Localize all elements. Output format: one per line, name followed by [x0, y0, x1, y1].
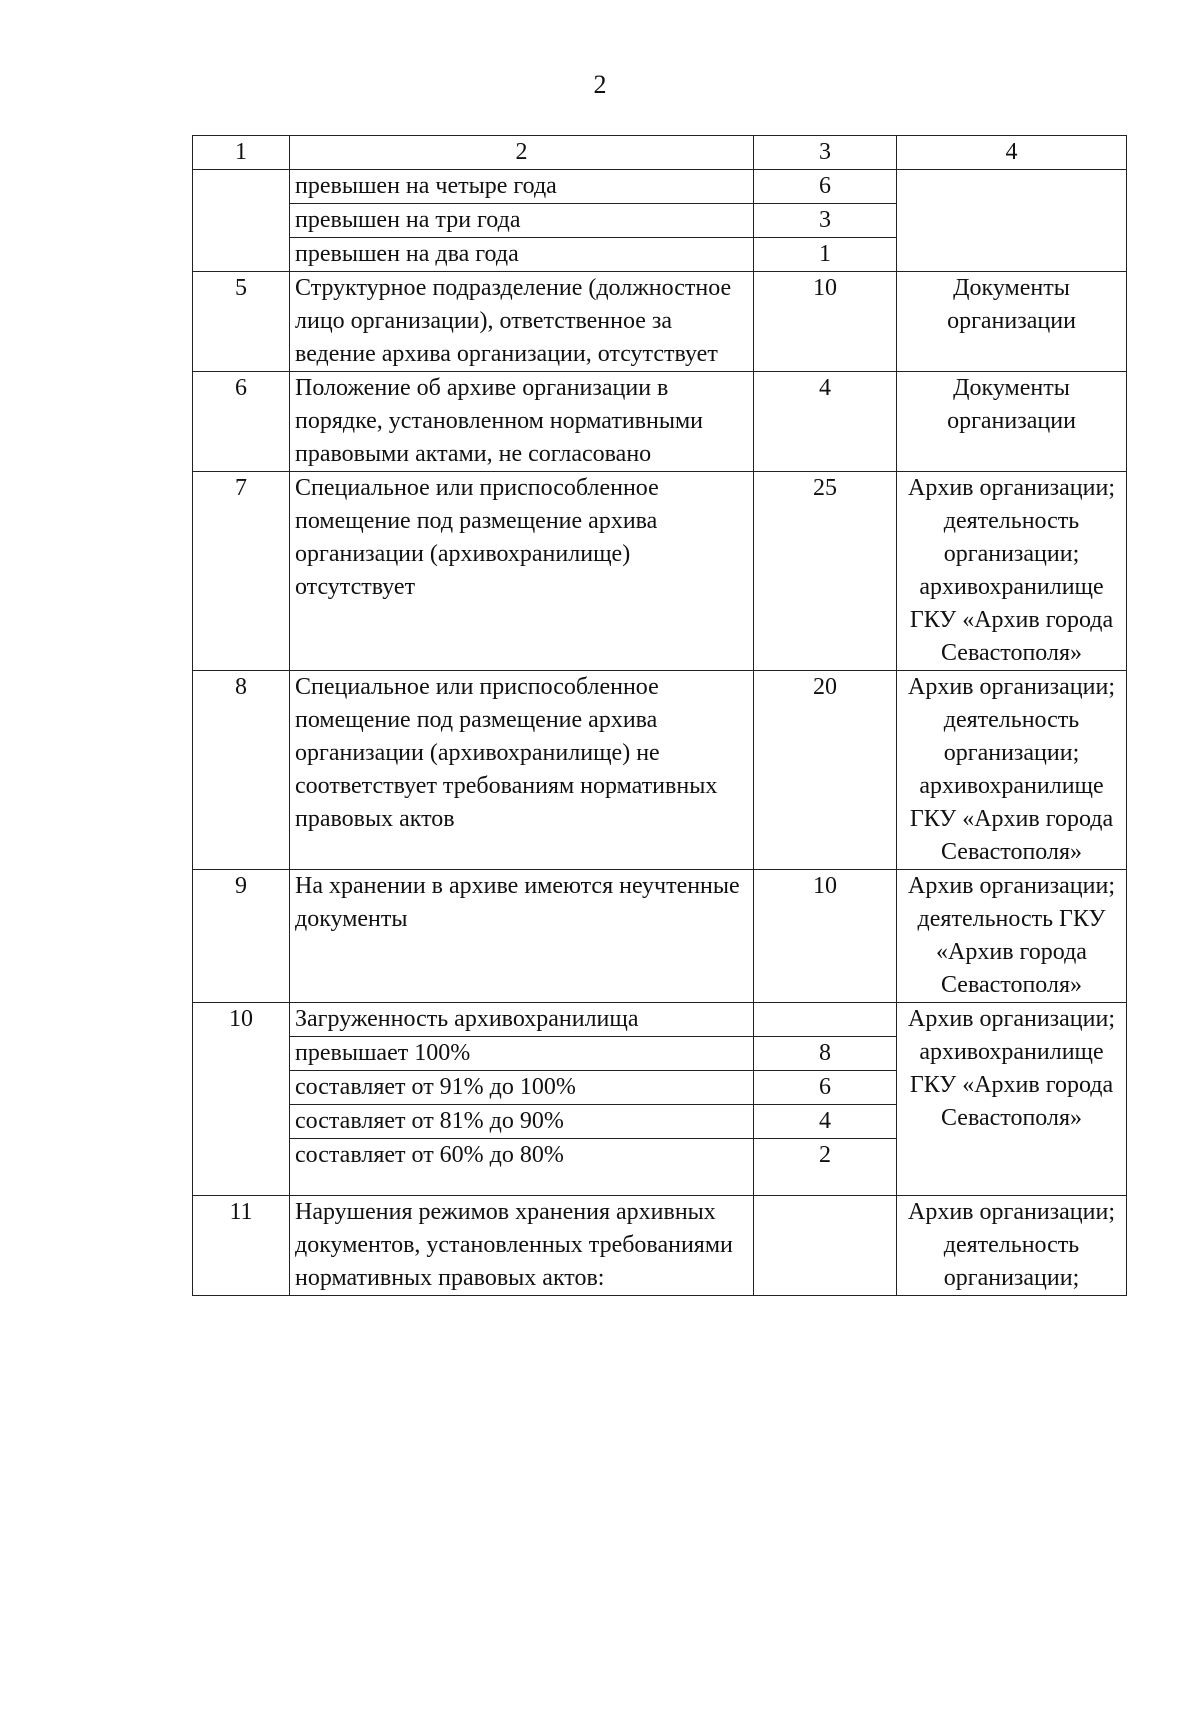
row-description: превышен на четыре года [290, 170, 754, 204]
row-description: Структурное подразделение (должностное лицо организации), ответственное за ведение архива организации, отсутствует [290, 272, 754, 372]
row-number: 7 [193, 472, 290, 671]
row-number: 5 [193, 272, 290, 372]
row-number: 8 [193, 671, 290, 870]
row-score: 20 [754, 671, 897, 870]
page-number: 2 [593, 70, 607, 99]
row-score: 2 [754, 1139, 897, 1196]
row-source: Архив организации; деятельность организации; архивохранилище ГКУ «Архив города Севастополя» [897, 671, 1127, 870]
criteria-table [192, 135, 1127, 1296]
row-score: 4 [754, 1105, 897, 1139]
header-cell: 2 [290, 136, 754, 170]
row-score: 10 [754, 272, 897, 372]
table-header-row [193, 136, 1127, 170]
row-number: 10 [193, 1003, 290, 1196]
table-row [193, 1196, 1127, 1296]
row-score [754, 1003, 897, 1037]
row-description: Загруженность архивохранилища [290, 1003, 754, 1037]
row-number-cell [193, 170, 290, 272]
row-source: Архив организации; деятельность организации; архивохранилище ГКУ «Архив города Севастополя» [897, 472, 1127, 671]
row-score: 4 [754, 372, 897, 472]
row-source: Архив организации; деятельность ГКУ «Архив города Севастополя» [897, 870, 1127, 1003]
row-source: Документы организации [897, 272, 1127, 372]
table-row [193, 1003, 1127, 1037]
table-row [193, 272, 1127, 372]
row-score [754, 1196, 897, 1296]
row-source: Документы организации [897, 372, 1127, 472]
header-cell: 3 [754, 136, 897, 170]
header-cell: 1 [193, 136, 290, 170]
row-description: Положение об архиве организации в порядке, установленном нормативными правовыми актами, не согласовано [290, 372, 754, 472]
row-score: 8 [754, 1037, 897, 1071]
row-description: Специальное или приспособленное помещение под размещение архива организации (архивохранилище) отсутствует [290, 472, 754, 671]
row-number: 11 [193, 1196, 290, 1296]
row-description: составляет от 81% до 90% [290, 1105, 754, 1139]
row-score: 6 [754, 170, 897, 204]
row-description: составляет от 91% до 100% [290, 1071, 754, 1105]
table-row [193, 472, 1127, 671]
row-number: 6 [193, 372, 290, 472]
row-description: Специальное или приспособленное помещение под размещение архива организации (архивохранилище) не соответствует требованиям нормативных правовых актов [290, 671, 754, 870]
row-description: превышает 100% [290, 1037, 754, 1071]
row-score: 25 [754, 472, 897, 671]
row-score: 10 [754, 870, 897, 1003]
row-description: составляет от 60% до 80% [290, 1139, 754, 1196]
row-description: превышен на три года [290, 204, 754, 238]
row-source: Архив организации; архивохранилище ГКУ «Архив города Севастополя» [897, 1003, 1127, 1196]
row-source: Архив организации; деятельность организации; [897, 1196, 1127, 1296]
header-cell: 4 [897, 136, 1127, 170]
table-row [193, 870, 1127, 1003]
row-number: 9 [193, 870, 290, 1003]
row-source-cell [897, 170, 1127, 272]
row-score: 3 [754, 204, 897, 238]
row-score: 6 [754, 1071, 897, 1105]
table-row [193, 372, 1127, 472]
row-description: превышен на два года [290, 238, 754, 272]
table-row [193, 671, 1127, 870]
row-description: Нарушения режимов хранения архивных документов, установленных требованиями нормативных правовых актов: [290, 1196, 754, 1296]
row-score: 1 [754, 238, 897, 272]
row-description: На хранении в архиве имеются неучтенные документы [290, 870, 754, 1003]
table-row [193, 170, 1127, 204]
